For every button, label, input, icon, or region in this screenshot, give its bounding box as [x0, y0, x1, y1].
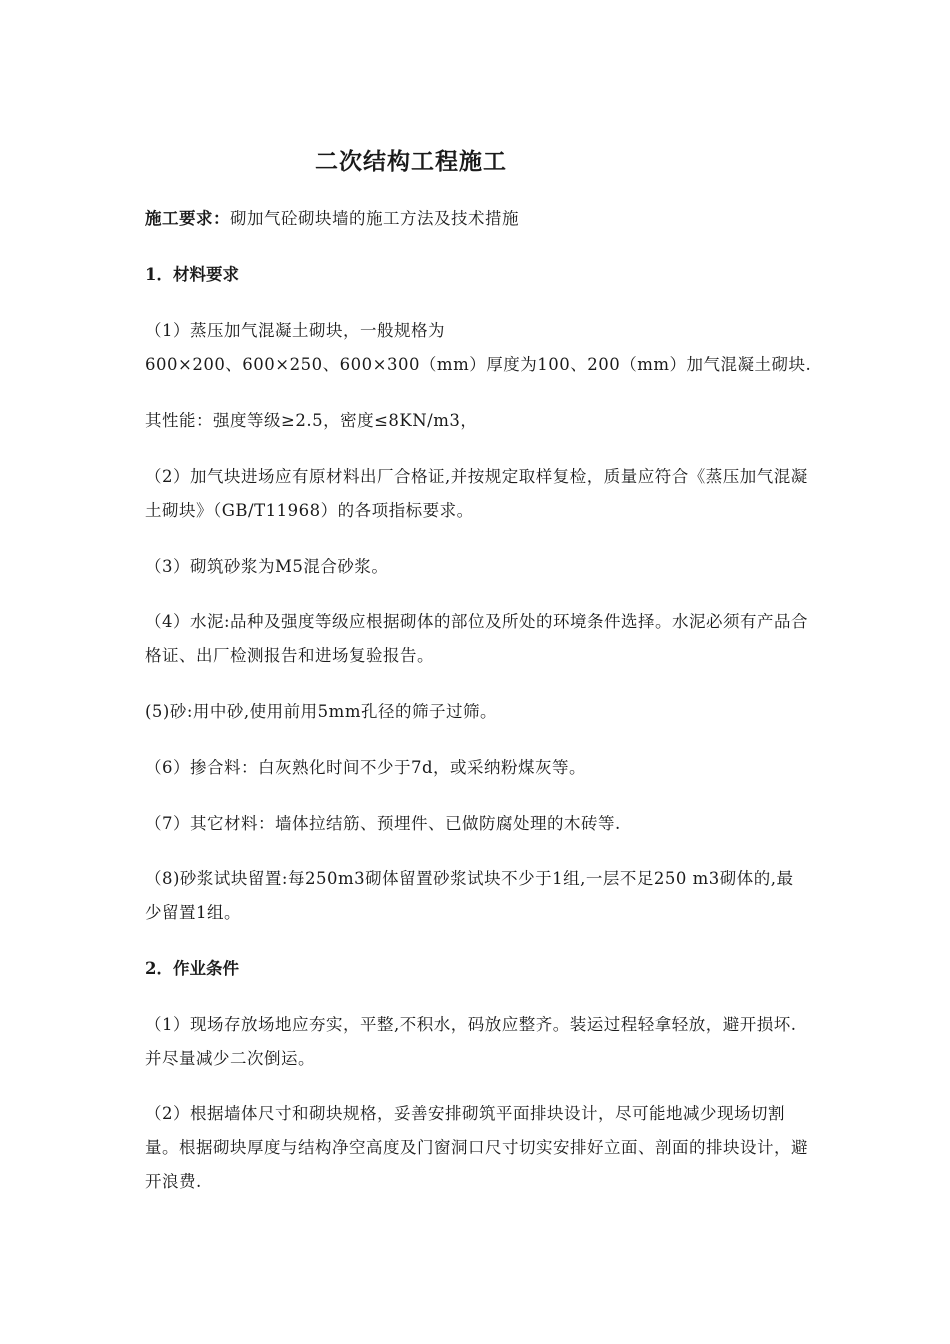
requirement-label: 施工要求：: [145, 209, 230, 228]
material-item-7: （7）其它材料：墙体拉结筋、预埋件、已做防腐处理的木砖等.: [145, 814, 621, 833]
section-heading-materials: 1．材料要求: [145, 265, 239, 284]
condition-item-2: （2）根据墙体尺寸和砌块规格，妥善安排砌筑平面排块设计，尽可能地减少现场切割量。根据砌块厚度与结构净空高度及门窗洞口尺寸切实安排好立面、剖面的排块设计，避开浪费.: [145, 1104, 808, 1191]
material-item-1-line-3: 其性能：强度等级≥2.5，密度≤8KN/m3，: [145, 411, 478, 430]
material-item-3: （3）砌筑砂浆为M5混合砂浆。: [145, 557, 389, 576]
material-item-1-line-2: 600×200、600×250、600×300（mm）厚度为100、200（mm）加气混凝土砌块.: [145, 355, 812, 374]
material-item-8: （8)砂浆试块留置:每250m3砌体留置砂浆试块不少于1组,一层不足250 m3砌体的,最少留置1组。: [145, 869, 794, 922]
requirement-text: 砌加气砼砌块墙的施工方法及技术措施: [230, 209, 519, 228]
section-heading-work-conditions: 2．作业条件: [145, 959, 239, 978]
material-item-6: （6）掺合料：白灰熟化时间不少于7d，或采纳粉煤灰等。: [145, 758, 587, 777]
condition-item-1: （1）现场存放场地应夯实，平整,不积水，码放应整齐。装运过程轻拿轻放，避开损坏.并尽量减少二次倒运。: [145, 1015, 797, 1068]
document-title: 二次结构工程施工: [315, 148, 507, 175]
material-item-1-line-1: （1）蒸压加气混凝土砌块，一般规格为: [145, 321, 445, 340]
material-item-4: （4）水泥:品种及强度等级应根据砌体的部位及所处的环境条件选择。水泥必须有产品合格证、出厂检测报告和进场复验报告。: [145, 612, 809, 665]
construction-requirement: [145, 202, 810, 236]
material-item-5: (5)砂:用中砂,使用前用5mm孔径的筛子过筛。: [145, 702, 497, 721]
material-item-2: （2）加气块进场应有原材料出厂合格证,并按规定取样复检，质量应符合《蒸压加气混凝土砌块》（GB/T11968）的各项指标要求。: [145, 467, 808, 520]
